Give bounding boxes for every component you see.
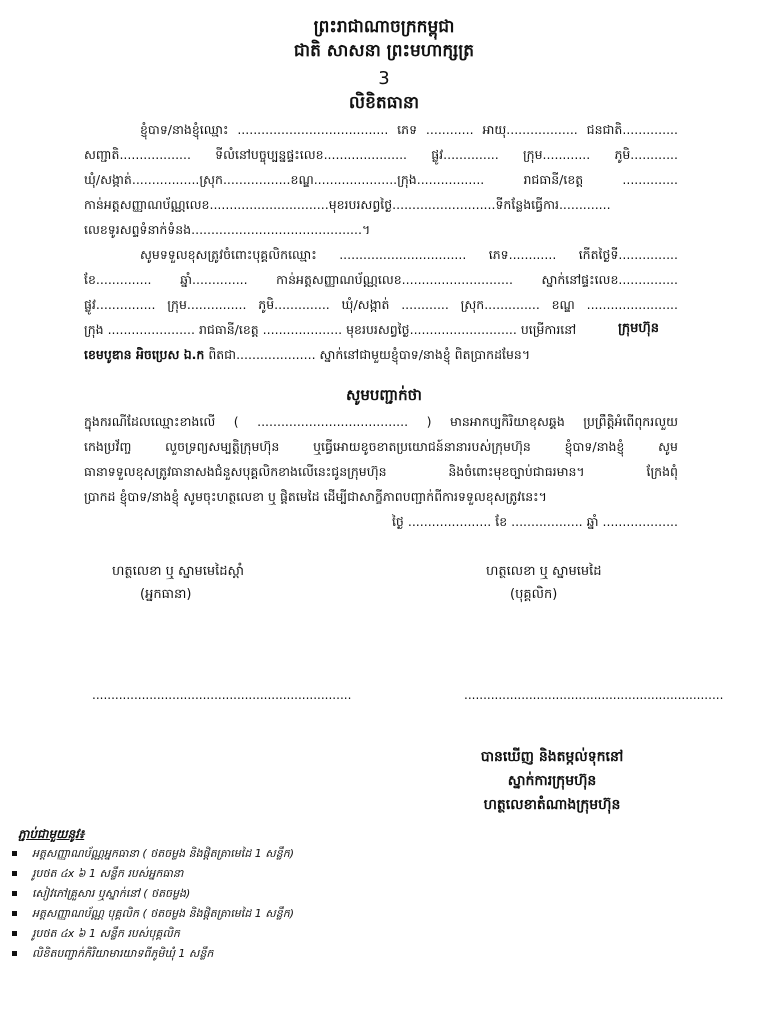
employee-role: (បុគ្គលិក) xyxy=(510,587,558,602)
employee-line-5 xyxy=(84,347,678,366)
kingdom-heading: ព្រះរាជាណាចក្រកម្ពុជា xyxy=(313,17,455,37)
confirm-line-1: ក្នុងករណីដែលឈ្មោះខាងលើ ( ...................................... ) មានអាកប្បកិរិយាខុសឆ្គង ប្រព្រឹត្តិអំពើពុករលួយ xyxy=(84,414,678,429)
employee-line-1: សូមទទួលខុសត្រូវចំពោះបុគ្គលិកឈ្មោះ ................................ ភេទ............ កើតថ្ងៃទី............... xyxy=(140,247,678,262)
guarantor-signature-label: ហត្ថលេខា ឬ ស្នាមមេដៃស្ដាំ xyxy=(112,564,245,579)
employee-line-4: ក្រុង ...................... រាជធានី/ខេត្ត .................... មុខរបរសព្វថ្ងៃ........................... បម្រើការនៅ xyxy=(84,322,577,337)
confirm-title: សូមបញ្ជាក់ថា xyxy=(346,386,422,404)
bullet-icon xyxy=(12,911,17,916)
confirm-line-2: កេងប្រវ័ញ្ច លួចទ្រព្យសម្បត្តិក្រុមហ៊ុន ឬធ្វើអោយខូចខាតប្រយោជន៍នានារបស់ក្រុមហ៊ុន ខ្ញុំបាទ/នាងខ្ញុំ សូម xyxy=(84,439,678,454)
attachment-item: លិខិតបញ្ជាក់កិរិយាមារយាទពីភូមិឃុំ 1 សន្លឹក xyxy=(8,944,294,964)
bullet-icon xyxy=(12,871,17,876)
employee-signature-label: ហត្ថលេខា ឬ ស្នាមមេដៃ xyxy=(486,564,602,579)
bullet-icon xyxy=(12,951,17,956)
attachments-title: ភ្ជាប់ជាមួយនូវ៖ xyxy=(18,827,85,841)
confirm-line-4: ប្រាកដ ខ្ញុំបាទ/នាងខ្ញុំ សូមចុះហត្ថលេខា ឬ ផ្ដិតមេដៃ ដើម្បីជាសាក្ខីភាពបញ្ជាក់ពីការទទួលខុសត្រូវនេះ។ xyxy=(84,489,547,504)
employee-line-3: ផ្លូវ............... ក្រុម............... ភូមិ.............. ឃុំ/សង្កាត់ ............ ស្រុក.............. ខណ្ឌ ....................... xyxy=(84,297,678,312)
bullet-icon xyxy=(12,891,17,896)
motto-heading: ជាតិ សាសនា ព្រះមហាក្សត្រ xyxy=(293,41,475,61)
attachment-item: សៀវភៅគ្រួសារ ឬស្នាក់នៅ ( ថតចម្លង) xyxy=(8,884,294,904)
date-line: ថ្ងៃ ..................... ខែ .................. ឆ្នាំ ................... xyxy=(391,514,678,529)
guarantor-role: (អ្នកធានា) xyxy=(140,587,192,602)
guarantor-line-3: ឃុំ/សង្កាត់.................ស្រុក.................ខណ្ឌ.....................ក្រុង................. រាជធានី/ខេត្ត .............. xyxy=(84,172,678,187)
company-suffix: ក្រុមហ៊ុន xyxy=(618,321,660,336)
guarantor-line-4: កាន់អត្តសញ្ញាណប័ណ្ណលេខ..............................មុខរបរសព្វថ្ងៃ..........................ទីកន្លែងធ្វើការ............. xyxy=(84,197,611,212)
guarantor-signature-line: .................................................................... xyxy=(92,688,352,702)
bullet-icon xyxy=(12,851,17,856)
document-title: លិខិតធានា xyxy=(348,93,420,113)
company-name: ខេមបូឌាន អិចប្រេស ឯ.ក xyxy=(84,347,205,362)
guarantor-line-5: លេខទូរសព្ទទំនាក់ទំនង...........................................។ xyxy=(84,222,371,237)
witness-line-2: ស្នាក់ការក្រុមហ៊ុន xyxy=(507,773,597,789)
employee-signature-line: .................................................................... xyxy=(464,688,724,702)
attachment-item: អត្តសញ្ញាណប័ណ្ណ បុគ្គលិក ( ថតចម្លង និងផ្តិតត្រាមេដៃ 1 សន្លឹក) xyxy=(8,904,294,924)
document-number: 3 xyxy=(378,68,390,89)
attachment-item: រូបថត ៤x ៦ 1 សន្លឹក របស់បុគ្គលិក xyxy=(8,924,294,944)
attachment-item: អត្តសញ្ញាណប័ណ្ណអ្នកធានា ( ថតចម្លង និងផ្តិតត្រាមេដៃ 1 សន្លឹក) xyxy=(8,844,294,864)
confirm-line-3: ធានាទទួលខុសត្រូវធានាសងជំនួសបុគ្គលិកខាងលើនេះជូនក្រុមហ៊ុន និងចំពោះមុខច្បាប់ជាធរមាន។ ក្រែងពុំ xyxy=(84,464,678,479)
employee-line-5-rest: ពិតជា.................... ស្នាក់នៅជាមួយខ្ញុំបាទ/នាងខ្ញុំ ពិតប្រាកដមែន។ xyxy=(208,347,531,362)
guarantor-line-2: សញ្ជាតិ.................. ទីលំនៅបច្ចុប្បន្នផ្ទះលេខ..................... ផ្លូវ.............. ក្រុម............ ភូមិ............ xyxy=(84,147,678,162)
employee-line-2: ខែ.............. ឆ្នាំ.............. កាន់អត្តសញ្ញាណប័ណ្ណលេខ............................ ស្នាក់នៅផ្ទះលេខ............... xyxy=(84,272,678,287)
guarantor-line-1: ខ្ញុំបាទ/នាងខ្ញុំឈ្មោះ ...................................... ភេទ ............ អាយុ.................. ជនជាតិ.............. xyxy=(140,122,678,137)
bullet-icon xyxy=(12,931,17,936)
attachments-list xyxy=(8,844,294,964)
witness-line-1: បានឃើញ និងតម្កល់ទុកនៅ xyxy=(480,749,624,765)
attachment-item: រូបថត ៤x ៦ 1 សន្លឹក របស់អ្នកធានា xyxy=(8,864,294,884)
witness-line-3: ហត្ថលេខាតំណាងក្រុមហ៊ុន xyxy=(483,797,621,813)
